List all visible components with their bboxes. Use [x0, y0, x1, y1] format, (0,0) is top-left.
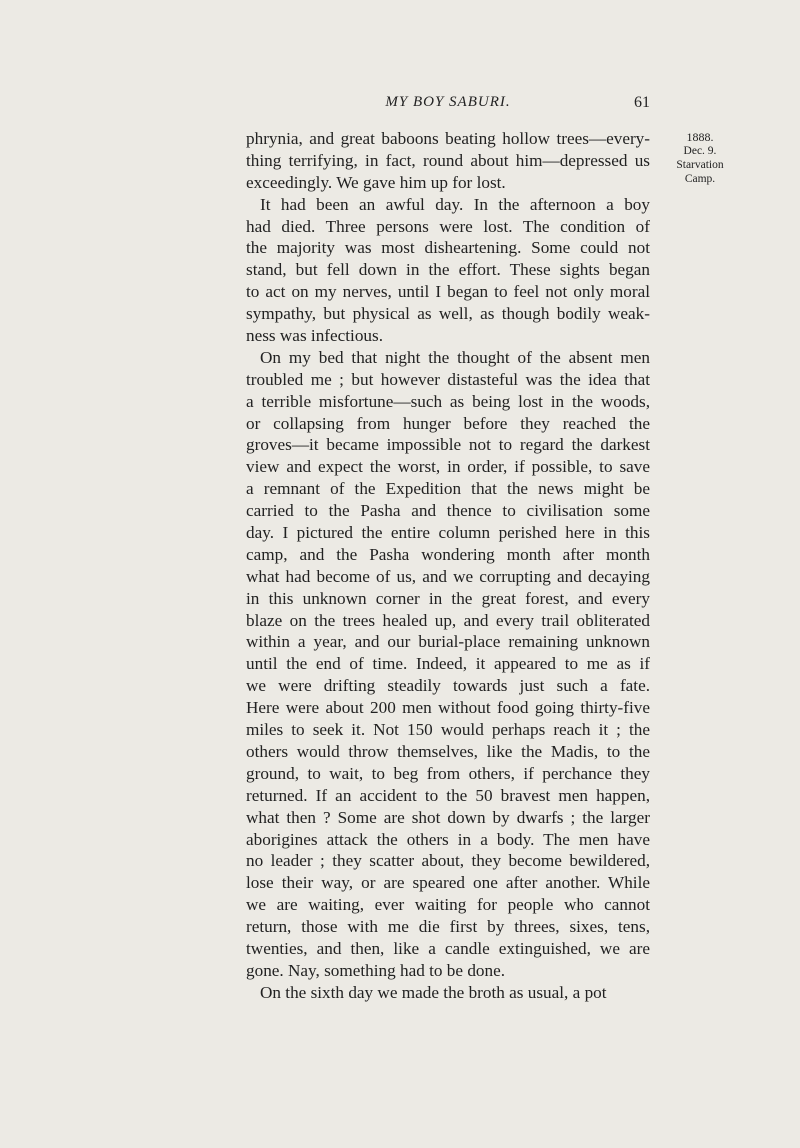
text-line: what had become of us, and we corrupting and decaying — [246, 566, 650, 586]
text-line: we were drifting steadily towards just such a fate. — [246, 676, 650, 696]
text-line: or collapsing from hunger before they reached the — [246, 413, 650, 433]
text-line: others would throw themselves, like the Madis, to the — [246, 741, 650, 761]
text-line: a terrible misfortune—such as being lost in the woods, — [246, 391, 650, 411]
text-line: stand, but fell down in the effort. These sights began — [246, 260, 650, 280]
text-line: exceedingly. We gave him up for lost. — [246, 172, 506, 192]
text-line: within a year, and our burial-place remaining unknown — [246, 632, 650, 652]
text-line: camp, and the Pasha wondering month after month — [246, 544, 650, 564]
text-line: thing terrifying, in fact, round about him—depressed us — [246, 150, 650, 170]
margin-note-year: 1888. — [686, 130, 714, 144]
margin-note-topic-line1: Starvation — [676, 159, 724, 171]
running-title: MY BOY SABURI. — [385, 94, 511, 110]
text-line: lose their way, or are speared one after another. While — [246, 873, 650, 893]
text-line: to act on my nerves, until I began to feel not only moral — [246, 282, 650, 302]
text-line: troubled me ; but however distasteful was the idea that — [246, 369, 650, 389]
page-number: 61 — [634, 94, 650, 111]
margin-note-topic-line2: Camp. — [684, 173, 716, 185]
text-line: Here were about 200 men without food going thirty-five — [246, 698, 650, 718]
text-line: return, those with me die first by threes, sixes, tens, — [246, 917, 650, 937]
text-line: miles to seek it. Not 150 would perhaps reach it ; the — [246, 720, 650, 740]
margin-note-date: Dec. 9. — [683, 145, 717, 157]
text-line: twenties, and then, like a candle extinguished, we are — [246, 938, 650, 958]
text-line: in this unknown corner in the great forest, and every — [246, 588, 650, 608]
text-line: a remnant of the Expedition that the news might be — [246, 479, 650, 499]
text-line: we are waiting, ever waiting for people who cannot — [246, 895, 650, 915]
body-text — [246, 128, 650, 1004]
text-line: until the end of time. Indeed, it appeared to me as if — [246, 654, 650, 674]
text-line: no leader ; they scatter about, they become bewildered, — [246, 851, 650, 871]
text-line: day. I pictured the entire column perished here in this — [246, 523, 650, 543]
text-line: returned. If an accident to the 50 bravest men happen, — [246, 785, 650, 805]
running-head — [246, 94, 650, 118]
text-line: aborigines attack the others in a body. The men have — [246, 829, 650, 849]
text-line: view and expect the worst, in order, if possible, to save — [246, 457, 650, 477]
text-line: carried to the Pasha and thence to civilisation some — [246, 501, 650, 521]
text-line: gone. Nay, something had to be done. — [246, 960, 506, 980]
margin-note — [660, 130, 740, 186]
text-line: On my bed that night the thought of the absent men — [260, 347, 650, 367]
text-line: the majority was most disheartening. Some could not — [246, 238, 650, 258]
text-line: phrynia, and great baboons beating hollow trees—every- — [246, 129, 650, 148]
text-line: It had been an awful day. In the afternoon a boy — [260, 194, 650, 214]
text-line: had died. Three persons were lost. The condition of — [246, 216, 650, 236]
text-line: sympathy, but physical as well, as though bodily weak- — [246, 304, 650, 324]
text-line: On the sixth day we made the broth as usual, a pot — [260, 982, 607, 1002]
text-line: ness was infectious. — [246, 326, 383, 346]
text-line: groves—it became impossible not to regard the darkest — [246, 435, 650, 455]
text-line: what then ? Some are shot down by dwarfs ; the larger — [246, 807, 650, 827]
text-line: ground, to wait, to beg from others, if perchance they — [246, 763, 650, 783]
text-line: blaze on the trees healed up, and every trail obliterated — [246, 610, 650, 630]
